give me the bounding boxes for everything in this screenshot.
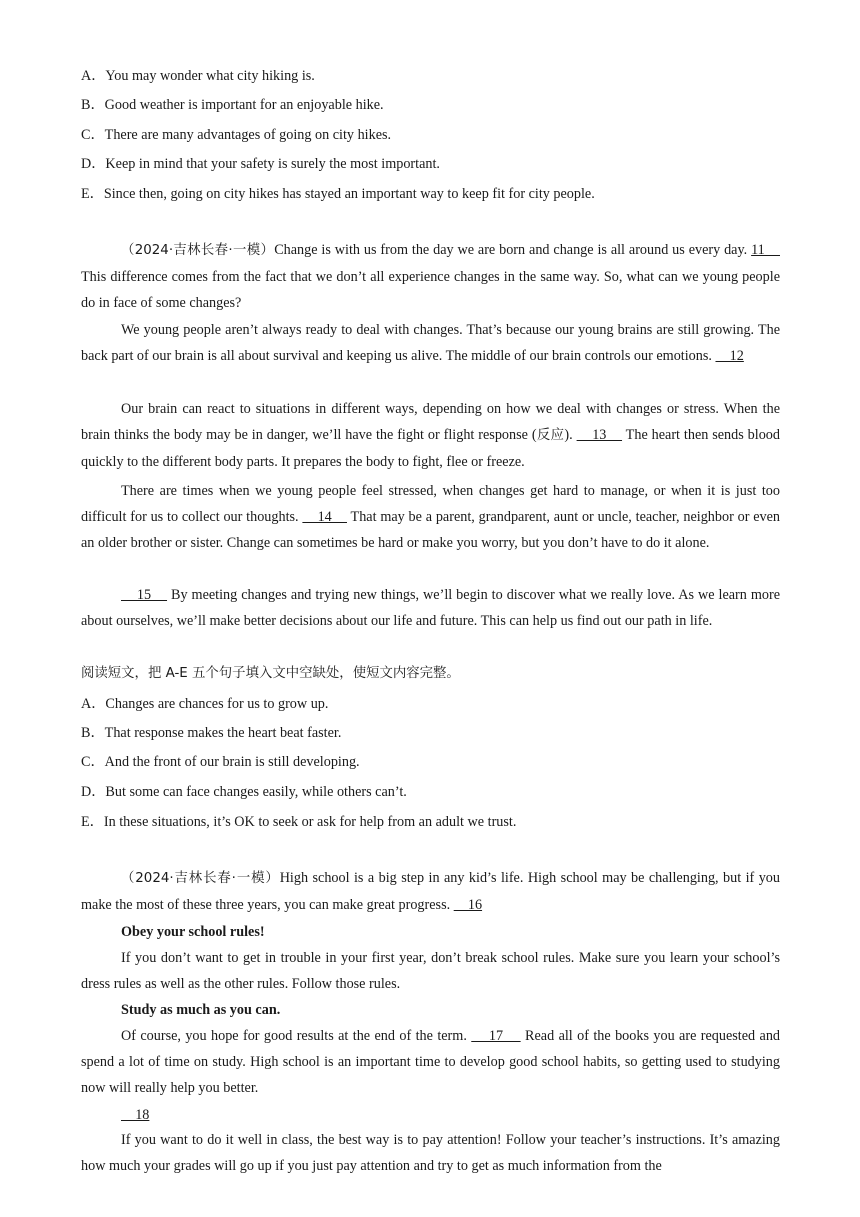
heading-obey-rules: Obey your school rules! xyxy=(121,924,265,940)
blank-15[interactable]: 15 xyxy=(121,587,168,603)
option-a-city-hiking: A．You may wonder what city hiking is. xyxy=(81,68,315,84)
passage3-paragraph-blank18 xyxy=(81,1102,780,1128)
passage2-paragraph-1 xyxy=(81,237,780,316)
passage3-paragraph-3 xyxy=(81,1023,780,1101)
passage2-paragraph-2 xyxy=(81,317,780,369)
passage3-paragraph-1 xyxy=(81,865,780,918)
passage3-paragraph-4: If you want to do it well in class, the best way is to pay attention! Follow your teacher’s instructions. It’s amazing how much your grades will go up if you just pay attention and try to get as much information from the xyxy=(81,1132,780,1174)
blank-12[interactable]: 12 xyxy=(715,348,744,364)
passage3-paragraph-2: If you don’t want to get in trouble in your first year, don’t break school rules. Make sure you learn your school’s dress rules as well as the other rules. Follow those rules. xyxy=(81,950,780,992)
option-c-advantages: C．There are many advantages of going on city hikes. xyxy=(81,127,392,143)
blank-14[interactable]: 14 xyxy=(302,509,347,525)
passage2-p1-text: Change is with us from the day we are born and change is all around us every day. xyxy=(274,242,748,258)
option-d-safety: D．Keep in mind that your safety is surely the most important. xyxy=(81,156,440,172)
passage3-source: （2024·吉林长春·一模） xyxy=(121,871,280,886)
passage2-paragraph-3 xyxy=(81,396,780,475)
passage2-p4-text: There are times when we young people feel stressed, when changes get hard to manage, or when it is just too difficult for us to collect our thoughts. xyxy=(81,483,780,525)
blank-17[interactable]: 17 xyxy=(471,1028,521,1044)
passage2-p3-chinese: 反应 xyxy=(536,428,565,443)
passage2-instruction: 阅读短文，把 A-E 五个句子填入文中空缺处，使短文内容完整。 xyxy=(81,666,460,681)
option-a-changes-chances: A．Changes are chances for us to grow up. xyxy=(81,696,329,712)
passage3-p1-text: High school is a big step in any kid’s life. High school may be challenging, but if you make the most of these three years, you can make great progress. xyxy=(81,870,780,913)
passage2-p3-text-c: The heart then sends blood quickly to the different body parts. It prepares the body to fight, flee or freeze. xyxy=(81,427,780,470)
passage2-p4-text-b: That may be a parent, grandparent, aunt or uncle, teacher, neighbor or even an older brother or sister. Change can sometimes be hard or make you worry, but you don’t have to do it alone. xyxy=(81,509,781,551)
blank-16[interactable]: 16 xyxy=(453,897,483,913)
passage2-paragraph-5 xyxy=(81,582,780,634)
passage3-p3-text-b: Read all of the books you are requested and spend a lot of time on study. High school is an important time to develop good school habits, so getting used to studying now will really help you better. xyxy=(81,1028,781,1096)
passage2-source: （2024·吉林长春·一模） xyxy=(121,243,275,258)
blank-18[interactable]: 18 xyxy=(121,1107,150,1123)
option-e-since-then: E．Since then, going on city hikes has stayed an important way to keep fit for city people. xyxy=(81,186,595,202)
option-b-weather: B．Good weather is important for an enjoyable hike. xyxy=(81,97,384,113)
option-b-response: B．That response makes the heart beat faster. xyxy=(81,725,342,741)
option-d-face-changes: D．But some can face changes easily, while others can’t. xyxy=(81,784,407,800)
blank-13[interactable]: 13 xyxy=(576,427,623,443)
passage2-paragraph-4 xyxy=(81,478,780,556)
passage2-p2-text: We young people aren’t always ready to deal with changes. That’s because our young brains are still growing. The back part of our brain is all about survival and keeping us alive. The middle of our brain controls our emotions. xyxy=(81,322,780,364)
passage3-p3-text: Of course, you hope for good results at the end of the term. xyxy=(121,1028,472,1044)
blank-11[interactable]: 11 xyxy=(751,242,780,258)
heading-study: Study as much as you can. xyxy=(121,1002,281,1018)
passage2-p1-text-cont: This difference comes from the fact that we don’t all experience changes in the same way. So, what can we young people do in face of some changes? xyxy=(81,269,780,311)
passage2-p3-text-b: ). xyxy=(564,427,577,443)
option-e-seek-help: E．In these situations, it’s OK to seek or ask for help from an adult we trust. xyxy=(81,814,517,830)
passage2-p3-text: Our brain can react to situations in different ways, depending on how we deal with changes or stress. When the brain thinks the body may be in danger, we’ll have the fight or flight response ( xyxy=(81,401,780,443)
passage2-p5-text: By meeting changes and trying new things, we’ll begin to discover what we really love. As we learn more about ourselves, we’ll make better decisions about our life and future. This can help us find out our path in life. xyxy=(81,587,781,629)
option-c-front-brain: C．And the front of our brain is still developing. xyxy=(81,754,360,770)
